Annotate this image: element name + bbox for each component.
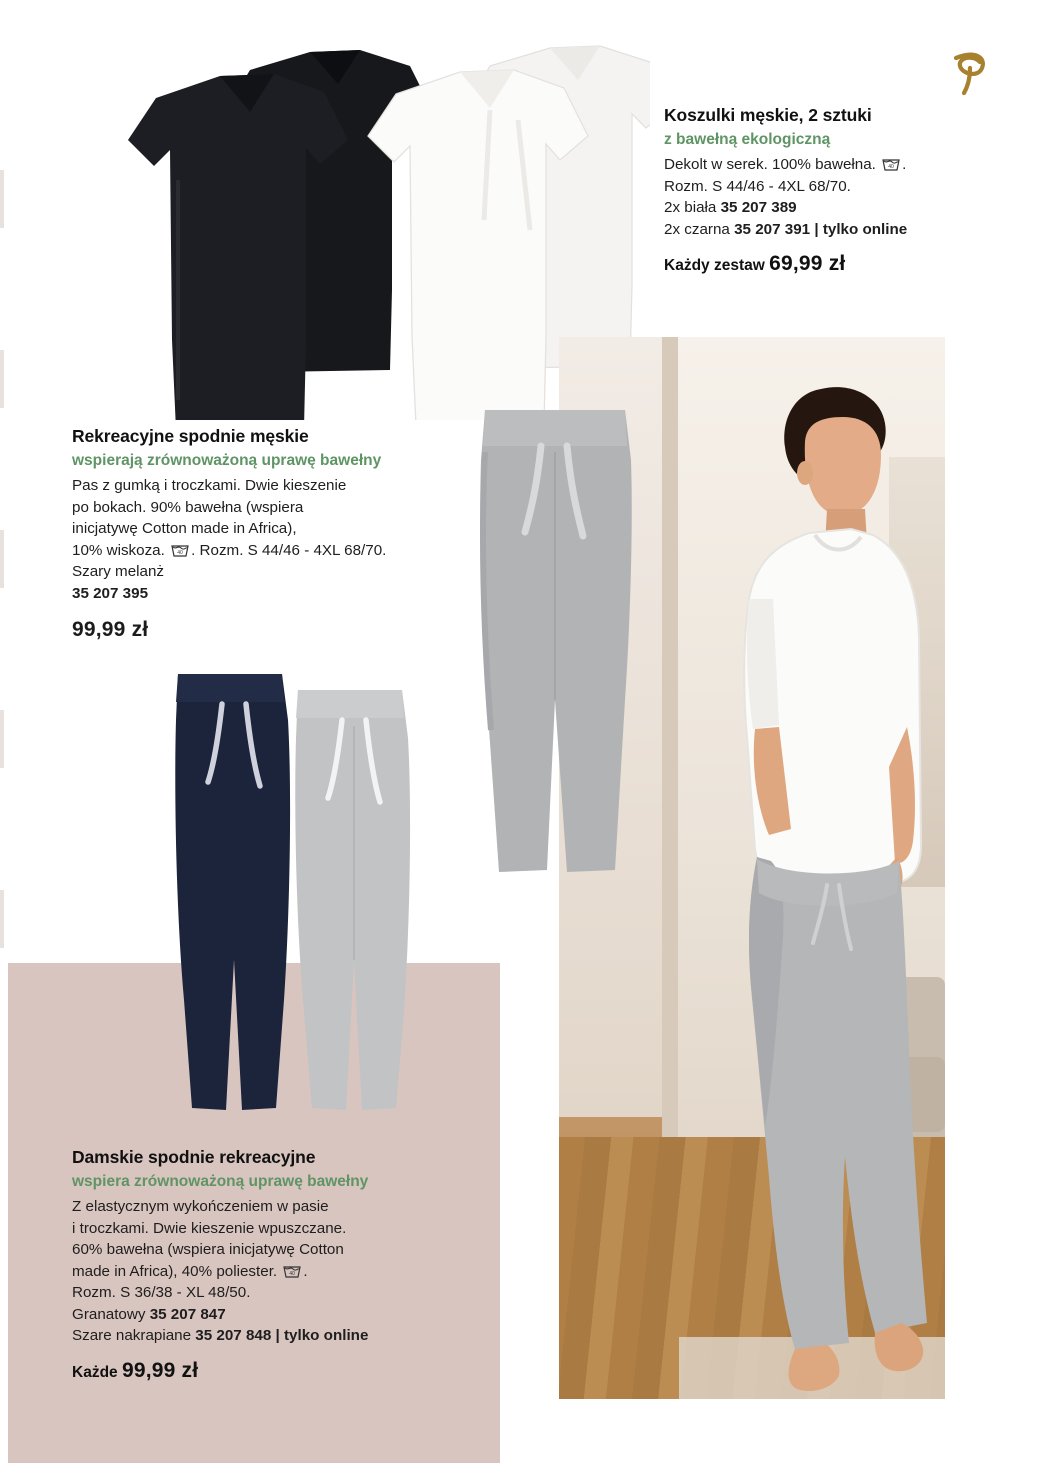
description-line-3: inicjatywę Cotton made in Africa), <box>72 520 297 538</box>
wash-care-icon <box>170 542 190 557</box>
variant-label-1: 2x biała <box>664 199 717 217</box>
wash-care-icon <box>282 1263 302 1278</box>
variant-note-2: | tylko online <box>814 220 908 238</box>
variant-label-1: Granatowy <box>72 1305 146 1323</box>
product-description: Dekolt w serek. 100% bawełna. 40 . Rozm. S 44/46 - 4XL 68/70. 2x biała 35 207 389 2x czarna 35 207 391 | tylko online <box>664 156 908 238</box>
description-line-4: made in Africa), 40% poliester. <box>72 1262 278 1280</box>
product-price-row <box>72 1359 492 1383</box>
description-line-2: Rozm. S 44/46 - 4XL 68/70. <box>664 177 851 195</box>
tchibo-logo-icon <box>946 44 992 96</box>
product-price: 99,99 zł <box>72 618 149 642</box>
description-line-3: 60% bawełna (wspiera inicjatywę Cotton <box>72 1241 344 1259</box>
product-title: Damskie spodnie rekreacyjne <box>72 1147 316 1167</box>
product-eco-note: wspierają zrównoważoną uprawę bawełny <box>72 451 382 469</box>
wash-care-icon <box>881 156 901 171</box>
description-line-4-post: . Rozm. S 44/46 - 4XL 68/70. <box>191 541 387 559</box>
product-code: 35 207 395 <box>72 584 149 602</box>
product-eco-note: wspiera zrównoważoną uprawę bawełny <box>72 1172 369 1190</box>
description-line-4-post: . <box>303 1262 308 1280</box>
navy-and-grey-trousers-image <box>150 660 470 1130</box>
product-title: Koszulki męskie, 2 sztuki <box>664 105 872 125</box>
description-line-1: Pas z gumką i troczkami. Dwie kieszenie <box>72 477 347 495</box>
variant-label-2: 2x czarna <box>664 220 730 238</box>
svg-text:40: 40 <box>888 164 894 171</box>
description-line-5: Rozm. S 36/38 - XL 48/50. <box>72 1284 251 1302</box>
svg-text:40: 40 <box>289 1270 296 1277</box>
product-eco-note: z bawełną ekologiczną <box>664 130 831 148</box>
page-edge-tick <box>0 530 4 588</box>
price-prefix: Każdy zestaw <box>664 257 765 275</box>
description-line-2: po bokach. 90% bawełna (wspiera <box>72 498 304 516</box>
product-price-row <box>664 252 994 276</box>
grey-melange-trousers-image <box>455 400 655 900</box>
product-description <box>72 475 472 604</box>
product-colour: Szary melanż <box>72 563 165 581</box>
product-womens-leisure-trousers <box>72 1147 492 1399</box>
product-mens-tshirts <box>664 105 994 292</box>
product-title: Rekreacyjne spodnie męskie <box>72 426 309 446</box>
variant-code-1: 35 207 847 <box>149 1305 226 1323</box>
product-mens-leisure-trousers <box>72 426 472 663</box>
variant-code-1: 35 207 389 <box>720 199 797 217</box>
page-edge-tick <box>0 350 4 408</box>
page-edge-tick <box>0 710 4 768</box>
price-value: 99,99 zł <box>121 1359 199 1383</box>
variant-label-2: Szare nakrapiane <box>72 1327 192 1345</box>
price-prefix: Każde <box>72 1364 118 1382</box>
variant-code-2: 35 207 391 <box>734 220 811 238</box>
product-description <box>72 1196 492 1347</box>
svg-text:40: 40 <box>177 549 183 556</box>
description-line-2: i troczkami. Dwie kieszenie wpuszczane. <box>72 1219 347 1237</box>
variant-code-2: 35 207 848 <box>195 1327 272 1345</box>
description-line-1: Dekolt w serek. 100% bawełna. <box>664 156 876 174</box>
price-value: 69,99 zł <box>769 252 846 276</box>
description-line-4: 10% wiskoza. <box>72 541 165 559</box>
description-line-1: Z elastycznym wykończeniem w pasie <box>72 1198 329 1216</box>
page-edge-tick <box>0 890 4 948</box>
variant-note-2: | tylko online <box>275 1327 369 1345</box>
page-edge-tick <box>0 170 4 228</box>
